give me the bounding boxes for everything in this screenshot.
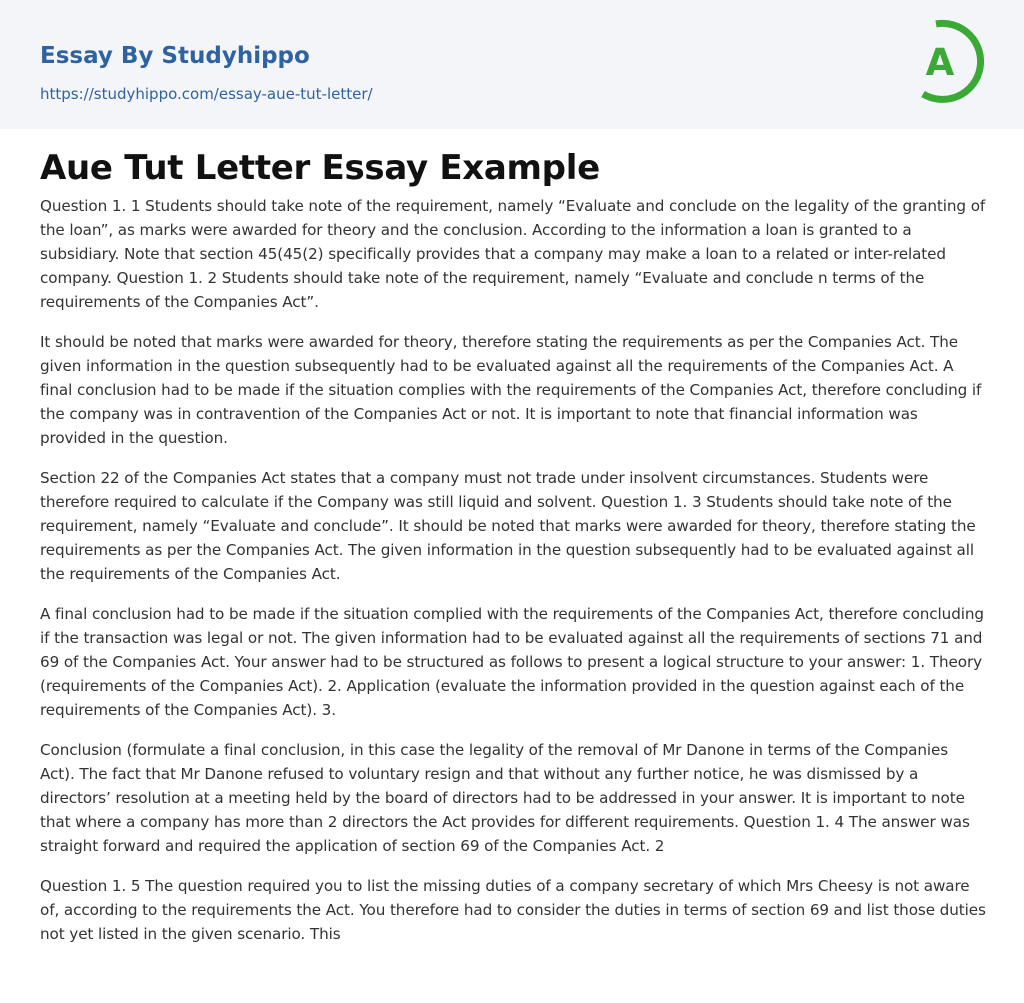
page-url-link[interactable]: https://studyhippo.com/essay-aue-tut-letter/ (40, 85, 373, 103)
page-title: Aue Tut Letter Essay Example (40, 148, 600, 188)
article-paragraph: Question 1. 1 Students should take note of the requirement, namely “Evaluate and conclude on the legality of the granting of the loan”, as marks were awarded for theory and the conclusion. According to the information a loan is granted to a subsidiary. Note that section 45(45(2) specifically provides that a company may make a loan to a related or inter-related company. Question 1. 2 Students should take note of the requirement, namely “Evaluate and conclude n terms of the requirements of the Companies Act”. (40, 197, 986, 311)
logo-letter: A (925, 41, 955, 84)
article-paragraph: A final conclusion had to be made if the situation complied with the requirements of the Companies Act, therefore concluding if the transaction was legal or not. The given information had to be evaluated against all the requirements of sections 71 and 69 of the Companies Act. Your answer had to be structured as follows to present a logical structure to your answer: 1. Theory (requirements of the Companies Act). 2. Application (evaluate the information provided in the question against each of the requirements of the Companies Act). 3. (40, 605, 984, 719)
article-body (40, 194, 986, 962)
site-title[interactable]: Essay By Studyhippo (40, 43, 310, 69)
article-paragraph: Section 22 of the Companies Act states that a company must not trade under insolvent circumstances. Students were therefore required to calculate if the Company was still liquid and solvent. Question 1. 3 Students should take note of the requirement, namely “Evaluate and conclude”. It should be noted that marks were awarded for theory, therefore stating the requirements as per the Companies Act. The given information in the question subsequently had to be evaluated against all the requirements of the Companies Act. (40, 469, 976, 583)
article-paragraph: It should be noted that marks were awarded for theory, therefore stating the requirements as per the Companies Act. The given information in the question subsequently had to be evaluated against all the requirements of the Companies Act. A final conclusion had to be made if the situation complies with the requirements of the Companies Act, therefore concluding if the company was in contravention of the Companies Act or not. It is important to note that financial information was provided in the question. (40, 333, 982, 447)
article-paragraph: Question 1. 5 The question required you to list the missing duties of a company secretary of which Mrs Cheesy is not aware of, according to the requirements the Act. You therefore had to consider the duties in terms of section 69 and list those duties not yet listed in the given scenario. This (40, 877, 986, 943)
site-header (0, 0, 1024, 129)
logo-graphic (906, 16, 988, 106)
studyhippo-logo-icon[interactable] (906, 16, 988, 106)
article-paragraph: Conclusion (formulate a final conclusion, in this case the legality of the removal of Mr Danone in terms of the Companies Act). The fact that Mr Danone refused to voluntary resign and that without any further notice, he was dismissed by a directors’ resolution at a meeting held by the board of directors had to be addressed in your answer. It is important to note that where a company has more than 2 directors the Act provides for different requirements. Question 1. 4 The answer was straight forward and required the application of section 69 of the Companies Act. 2 (40, 741, 970, 855)
